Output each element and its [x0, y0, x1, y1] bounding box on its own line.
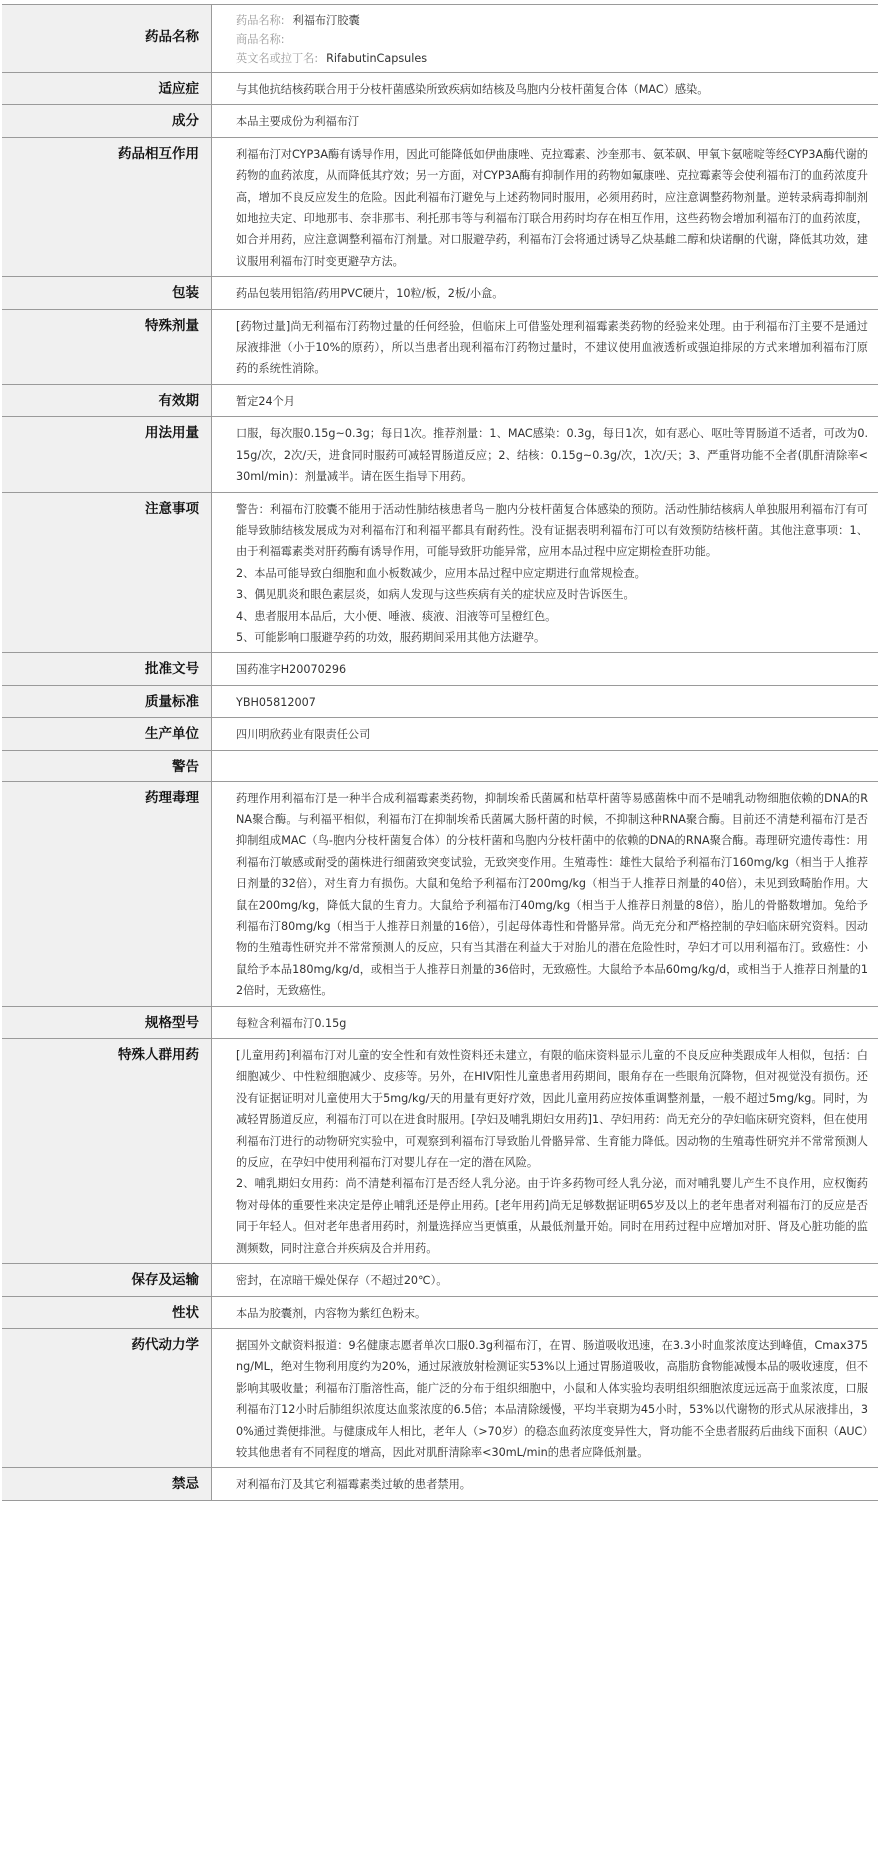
row-drug-name — [2, 5, 878, 73]
row-indication — [2, 73, 878, 105]
label-pharmacology: 药理毒理 — [2, 781, 212, 1006]
label-warning: 警告 — [2, 750, 212, 781]
row-spec — [2, 1006, 878, 1038]
label-validity: 有效期 — [2, 384, 212, 416]
value-manufacturer: 四川明欣药业有限责任公司 — [212, 718, 879, 750]
generic-name-label: 药品名称: — [236, 14, 285, 27]
row-pharmacology — [2, 781, 878, 1006]
row-validity — [2, 384, 878, 416]
label-appearance: 性状 — [2, 1296, 212, 1328]
row-manufacturer — [2, 718, 878, 750]
value-special-groups — [212, 1039, 879, 1264]
label-precautions: 注意事项 — [2, 492, 212, 653]
precaution-line: 2、本品可能导致白细胞和血小板数减少，应用本品过程中应定期进行血常规检查。 — [236, 566, 646, 580]
value-appearance: 本品为胶囊剂，内容物为紫红色粉末。 — [212, 1296, 879, 1328]
label-indication: 适应症 — [2, 73, 212, 105]
value-usage: 口服，每次服0.15g~0.3g；每日1次。推荐剂量：1、MAC感染：0.3g，每日1次，如有恶心、呕吐等胃肠道不适者，可改为0.15g/次，2次/天，进食同时服药可减轻胃肠道反应；2、结核：0.15g~0.3g/次，1次/天；3、严重肾功能不全者(肌酐清除率<30ml/min)：剂量减半。请在医生指导下用药。 — [212, 417, 879, 492]
value-pharmacokinetics: 据国外文献资料报道：9名健康志愿者单次口服0.3g利福布汀，在胃、肠道吸收迅速，在3.3小时血浆浓度达到峰值，Cmax375ng/ML，绝对生物利用度约为20%，通过尿液放射检测证实53%以上通过胃肠道吸收，高脂肪食物能减慢本品的吸收速度，但不影响其吸收量；利福布汀脂溶性高，能广泛的分布于组织细胞中，小鼠和人体实验均表明组织细胞浓度远远高于血浆浓度，口服利福布汀12小时后肺组织浓度达血浆浓度的6.5倍；本品清除缓慢，平均半衰期为45小时，53%以代谢物的形式从尿液排出，30%通过粪便排泄。与健康成年人相比，老年人（>70岁）的稳态血药浓度变异性大，肾功能不全患者服药后曲线下面积（AUC）较其他患者有不同程度的增高，因此对肌酐清除率<30mL/min的患者应降低剂量。 — [212, 1328, 879, 1467]
drug-spec-table — [2, 4, 878, 1501]
label-interaction: 药品相互作用 — [2, 137, 212, 276]
value-spec: 每粒含利福布汀0.15g — [212, 1006, 879, 1038]
label-standard: 质量标准 — [2, 685, 212, 717]
precaution-line: 5、可能影响口服避孕药的功效，服药期间采用其他方法避孕。 — [236, 630, 546, 644]
label-contraindication: 禁忌 — [2, 1468, 212, 1500]
special-groups-line: [儿童用药]利福布汀对儿童的安全性和有效性资料还未建立，有限的临床资料显示儿童的不良反应种类跟成年人相似，包括：白细胞减少、中性粒细胞减少、皮疹等。另外，在HIV阳性儿童患者用药期间，眼角存在一些眼角沉降物，但对视觉没有损伤。还没有证据证明对儿童使用大于5mg/kg/天的用量有更好疗效，因此儿童用药应按体重调整剂量，一般不超过5mg/kg。同时，为减轻胃肠道反应，利福布汀可以在进食时服用。[孕妇及哺乳期妇女用药]1、孕妇用药：尚无充分的孕妇临床研究资料，但在使用利福布汀进行的动物研究实验中，可观察到利福布汀导致胎儿骨骼异常、生育能力降低。因动物的生殖毒性研究并不常常预测人的反应，在孕妇中使用利福布汀对婴儿存在一定的潜在风险。 — [236, 1049, 868, 1170]
label-special-dose: 特殊剂量 — [2, 309, 212, 384]
label-composition: 成分 — [2, 105, 212, 137]
row-approval — [2, 653, 878, 685]
value-approval: 国药准字H20070296 — [212, 653, 879, 685]
label-special-groups: 特殊人群用药 — [2, 1039, 212, 1264]
value-storage: 密封，在凉暗干燥处保存（不超过20℃）。 — [212, 1264, 879, 1296]
row-precautions — [2, 492, 878, 653]
row-package — [2, 277, 878, 309]
trade-name-label: 商品名称: — [236, 33, 285, 46]
row-pharmacokinetics — [2, 1328, 878, 1467]
precaution-line: 警告：利福布汀胶囊不能用于活动性肺结核患者鸟－胞内分枝杆菌复合体感染的预防。活动性肺结核病人单独服用利福布汀有可能导致肺结核发展成为对利福布汀和利福平都具有耐药性。没有证据表明利福布汀可以有效预防结核杆菌。其他注意事项：1、由于利福霉素类对肝药酶有诱导作用，可能导致肝功能异常，应用本品过程中应定期检查肝功能。 — [236, 502, 868, 559]
row-special-groups — [2, 1039, 878, 1264]
row-usage — [2, 417, 878, 492]
english-name-value: RifabutinCapsules — [326, 52, 428, 65]
row-storage — [2, 1264, 878, 1296]
label-drug-name: 药品名称 — [2, 5, 212, 73]
row-contraindication — [2, 1468, 878, 1500]
value-special-dose: [药物过量]尚无利福布汀药物过量的任何经验，但临床上可借鉴处理利福霉素类药物的经验来处理。由于利福布汀主要不是通过尿液排泄（小于10%的原药），所以当患者出现利福布汀药物过量时，不建议使用血液透析或强迫排尿的方式来增加利福布汀原药的系统性消除。 — [212, 309, 879, 384]
label-spec: 规格型号 — [2, 1006, 212, 1038]
label-usage: 用法用量 — [2, 417, 212, 492]
precaution-line: 3、偶见肌炎和眼色素层炎，如病人发现与这些疾病有关的症状应及时告诉医生。 — [236, 588, 635, 602]
precaution-line: 4、患者服用本品后，大小便、唾液、痰液、泪液等可呈橙红色。 — [236, 609, 557, 623]
value-pharmacology: 药理作用利福布汀是一种半合成利福霉素类药物，抑制埃希氏菌属和枯草杆菌等易感菌株中而不是哺乳动物细胞依赖的DNA的RNA聚合酶。与利福平相似，利福布汀在抑制埃希氏菌属大肠杆菌的时候，不抑制这种RNA聚合酶。目前还不清楚利福布汀是否抑制组成MAC（鸟-胞内分枝杆菌复合体）的分枝杆菌和鸟胞内分枝杆菌中的依赖的DNA的RNA聚合酶。毒理研究遗传毒性：用利福布汀敏感或耐受的菌株进行细菌致突变试验，无致突变作用。生殖毒性：雄性大鼠给予利福布汀160mg/kg（相当于人推荐日剂量的32倍），对生育力有损伤。大鼠和兔给予利福布汀200mg/kg（相当于人推荐日剂量的40倍），未见到致畸胎作用。大鼠在200mg/kg，降低大鼠的生育力。大鼠给予利福布汀40mg/kg（相当于人推荐日剂量的8倍），胎儿的骨骼数增加。兔给予利福布汀80mg/kg（相当于人推荐日剂量的16倍），引起母体毒性和骨骼异常。尚无充分和严格控制的孕妇临床研究资料。因动物的生殖毒性研究并不常常预测人的反应，只有当其潜在利益大于对胎儿的潜在危险性时，孕妇才可以用利福布汀。致癌性：小鼠给予本品180mg/kg/d，或相当于人推荐日剂量的36倍时，无致癌性。大鼠给予本品60mg/kg/d，或相当于人推荐日剂量的12倍时，无致癌性。 — [212, 781, 879, 1006]
label-pharmacokinetics: 药代动力学 — [2, 1328, 212, 1467]
english-name-label: 英文名或拉丁名: — [236, 52, 319, 65]
label-manufacturer: 生产单位 — [2, 718, 212, 750]
value-indication: 与其他抗结核药联合用于分枝杆菌感染所致疾病如结核及鸟胞内分枝杆菌复合体（MAC）感染。 — [212, 73, 879, 105]
value-validity: 暂定24个月 — [212, 384, 879, 416]
row-composition — [2, 105, 878, 137]
value-interaction: 利福布汀对CYP3A酶有诱导作用，因此可能降低如伊曲康唑、克拉霉素、沙奎那韦、氨苯砜、甲氧卞氨嘧啶等经CYP3A酶代谢的药物的血药浓度，从而降低其疗效；另一方面，对CYP3A酶有抑制作用的药物如氟康唑、克拉霉素等会使利福布汀的血药浓度升高，增加不良反应发生的危险。因此利福布汀避免与上述药物同时服用，必须用药时，应注意调整药物剂量。逆转录病毒抑制剂如地拉夫定、印地那韦、奈非那韦、利托那韦等与利福布汀联合用药时均存在相互作用，这些药物会增加利福布汀的血药浓度，如合并用药，应注意调整利福布汀剂量。对口服避孕药，利福布汀会将通过诱导乙炔基雌二醇和炔诺酮的代谢，降低其功效，建议服用利福布汀时变更避孕方法。 — [212, 137, 879, 276]
value-warning — [212, 750, 879, 781]
row-standard — [2, 685, 878, 717]
value-package: 药品包装用铝箔/药用PVC硬片，10粒/板，2板/小盒。 — [212, 277, 879, 309]
label-approval: 批准文号 — [2, 653, 212, 685]
row-interaction — [2, 137, 878, 276]
special-groups-line: 2、哺乳期妇女用药：尚不清楚利福布汀是否经人乳分泌。由于许多药物可经人乳分泌，而对哺乳婴儿产生不良作用，应权衡药物对母体的重要性来决定是停止哺乳还是停止用药。[老年用药]尚无足够数据证明65岁及以上的老年患者对利福布汀的反应是否同于年轻人。但对老年患者用药时，剂量选择应当更慎重，从最低剂量开始。同时在用药过程中应增加对肝、肾及心脏功能的监测频数，同时注意合并疾病及合并用药。 — [236, 1177, 868, 1255]
label-package: 包装 — [2, 277, 212, 309]
generic-name-value: 利福布汀胶囊 — [292, 14, 360, 27]
value-drug-name — [212, 5, 879, 73]
value-precautions — [212, 492, 879, 653]
row-special-dose — [2, 309, 878, 384]
row-warning — [2, 750, 878, 781]
label-storage: 保存及运输 — [2, 1264, 212, 1296]
value-composition: 本品主要成份为利福布汀 — [212, 105, 879, 137]
row-appearance — [2, 1296, 878, 1328]
value-contraindication: 对利福布汀及其它利福霉素类过敏的患者禁用。 — [212, 1468, 879, 1500]
value-standard: YBH05812007 — [212, 685, 879, 717]
